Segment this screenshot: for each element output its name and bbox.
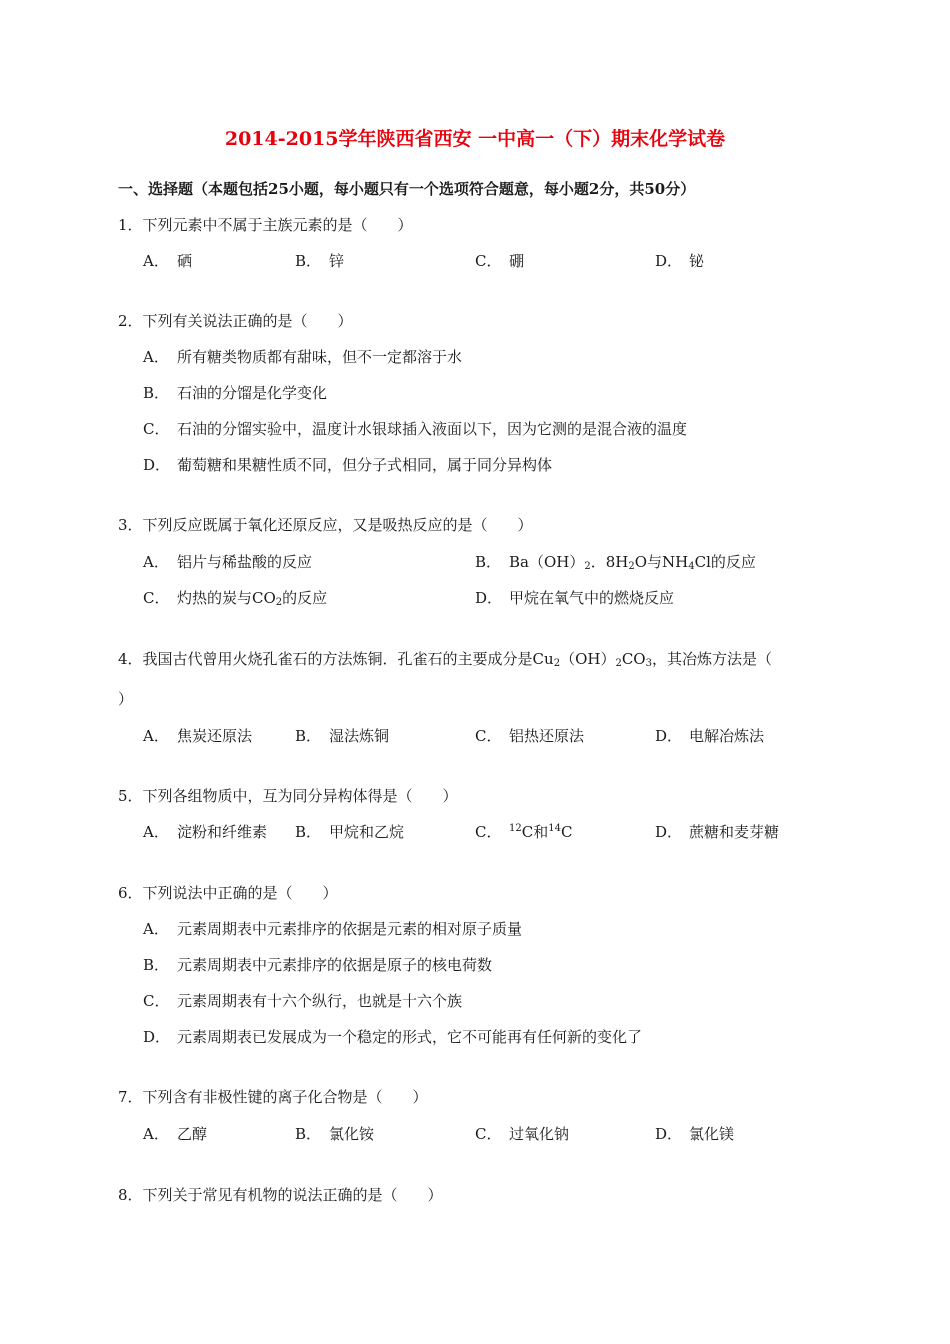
question-5-option-d: D． 蔗糖和麦芽糖 <box>655 823 780 841</box>
question-2-option-c: C． 石油的分馏实验中，温度计水银球插入液面以下，因为它测的是混合液的温度 <box>143 420 688 438</box>
question-7-option-b: B． 氯化铵 <box>295 1125 375 1143</box>
question-2-option-b: B． 石油的分馏是化学变化 <box>143 384 328 402</box>
question-4-option-b: B． 湿法炼铜 <box>295 727 390 745</box>
question-4-stem-continued: ） <box>118 690 134 708</box>
question-3-option-b: B． $Ba(OH)_2$．$8H_2O$与$NH_4Cl$的反应 <box>475 553 756 572</box>
question-6-stem: 6．下列说法中正确的是（ ） <box>118 884 338 902</box>
question-1-option-d: D． 铋 <box>655 252 705 270</box>
question-2-option-d: D． 葡萄糖和果糖性质不同，但分子式相同，属于同分异构体 <box>143 456 553 474</box>
question-2-option-a: A． 所有糖类物质都有甜味，但不一定都溶于水 <box>143 348 463 366</box>
question-7-option-c: C． 过氧化钠 <box>475 1125 570 1143</box>
question-3-option-a: A． 铝片与稀盐酸的反应 <box>143 553 313 571</box>
question-7-option-a: A． 乙醇 <box>143 1125 208 1143</box>
question-3-stem: 3．下列反应既属于氧化还原反应，又是吸热反应的是（ ） <box>118 516 533 534</box>
question-1-stem: 1．下列元素中不属于主族元素的是（ ） <box>118 216 413 234</box>
question-5-option-b: B． 甲烷和乙烷 <box>295 823 405 841</box>
question-5-option-a: A． 淀粉和纤维素 <box>143 823 268 841</box>
question-6-option-d: D． 元素周期表已发展成为一个稳定的形式，它不可能再有任何新的变化了 <box>143 1028 643 1046</box>
question-6-option-a: A． 元素周期表中元素排序的依据是元素的相对原子质量 <box>143 920 523 938</box>
question-2-stem: 2．下列有关说法正确的是（ ） <box>118 312 353 330</box>
question-8-stem: 8．下列关于常见有机物的说法正确的是（ ） <box>118 1186 443 1204</box>
question-1-option-a: A． 硒 <box>143 252 193 270</box>
question-4-stem: 4．我国古代曾用火烧孔雀石的方法炼铜．孔雀石的主要成分是$Cu_2(OH)_2CO_3$，其冶炼方法是（ <box>118 650 772 669</box>
question-4-option-d: D． 电解冶炼法 <box>655 727 765 745</box>
question-5-option-c: C． $^{12}$C和$^{14}$C <box>475 823 573 841</box>
question-6-option-c: C． 元素周期表有十六个纵行，也就是十六个族 <box>143 992 463 1010</box>
question-4-option-a: A． 焦炭还原法 <box>143 727 253 745</box>
question-3-option-c: C． 灼热的炭与$CO_2$的反应 <box>143 589 328 608</box>
question-7-option-d: D． 氯化镁 <box>655 1125 735 1143</box>
question-1-option-b: B． 锌 <box>295 252 345 270</box>
document-title: 2014-2015学年陕西省西安 一中高一（下）期末化学试卷 <box>224 128 726 150</box>
section-heading: 一、选择题（本题包括25小题，每小题只有一个选项符合题意，每小题2分，共50分） <box>118 180 696 198</box>
question-1-option-c: C． 硼 <box>475 252 525 270</box>
question-4-option-c: C． 铝热还原法 <box>475 727 585 745</box>
question-5-stem: 5．下列各组物质中，互为同分异构体得是（ ） <box>118 787 458 805</box>
question-6-option-b: B． 元素周期表中元素排序的依据是原子的核电荷数 <box>143 956 493 974</box>
question-3-option-d: D． 甲烷在氧气中的燃烧反应 <box>475 589 675 607</box>
question-7-stem: 7．下列含有非极性键的离子化合物是（ ） <box>118 1088 428 1106</box>
